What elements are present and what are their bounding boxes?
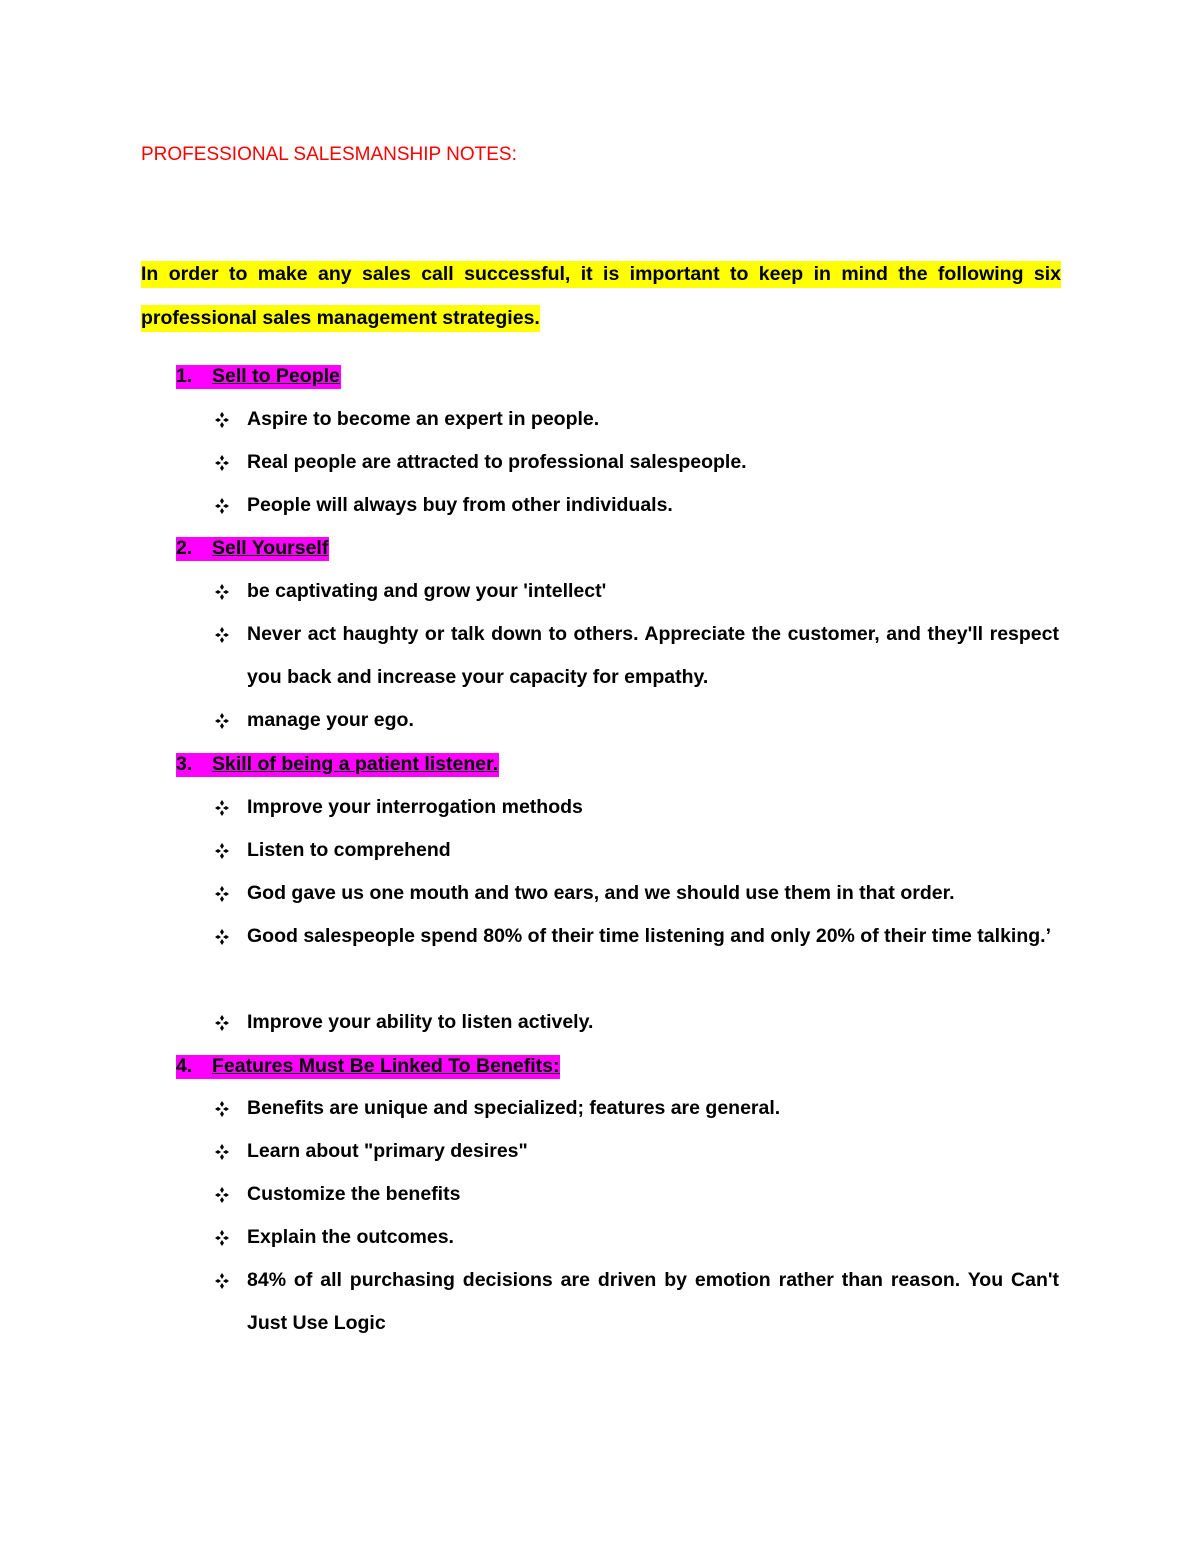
four-diamond-bullet-icon	[212, 570, 232, 613]
intro-paragraph	[141, 253, 1061, 340]
section-heading-text: Features Must Be Linked To Benefits:	[212, 1055, 560, 1077]
list-item-text: 84% of all purchasing decisions are driven by emotion rather than reason. You Can't Just Use Logic	[247, 1269, 1059, 1334]
list-item-text: Customize the benefits	[247, 1183, 461, 1205]
four-diamond-bullet-icon	[212, 1173, 232, 1216]
section-number: 1.	[176, 365, 193, 387]
four-diamond-bullet-icon	[212, 1216, 232, 1259]
four-diamond-bullet-icon	[212, 1001, 232, 1044]
section-heading-1	[176, 363, 341, 389]
list-item-text: People will always buy from other individuals.	[247, 494, 673, 516]
four-diamond-bullet-icon	[212, 441, 232, 484]
four-diamond-bullet-icon	[212, 829, 232, 872]
list-item-text: Listen to comprehend	[247, 839, 451, 861]
section-number: 2.	[176, 537, 193, 559]
section-number: 4.	[176, 1055, 193, 1077]
intro-text: In order to make any sales call successful, it is important to keep in mind the following six professional sales management strategies.	[141, 261, 1061, 332]
four-diamond-bullet-icon	[212, 1259, 232, 1302]
four-diamond-bullet-icon	[212, 872, 232, 915]
list-item-text: Improve your ability to listen actively.	[247, 1011, 594, 1033]
document-title: PROFESSIONAL SALESMANSHIP NOTES:	[141, 144, 517, 165]
list-item-text: Aspire to become an expert in people.	[247, 408, 600, 430]
section-heading-3	[176, 751, 499, 777]
list-item-text: Learn about "primary desires"	[247, 1140, 528, 1162]
four-diamond-bullet-icon	[212, 786, 232, 829]
list-item-text: Explain the outcomes.	[247, 1226, 454, 1248]
four-diamond-bullet-icon	[212, 915, 232, 958]
section-number: 3.	[176, 753, 193, 775]
four-diamond-bullet-icon	[212, 699, 232, 742]
section-heading-2	[176, 535, 329, 561]
section-heading-text: Sell to People	[212, 365, 340, 387]
list-item-text: Benefits are unique and specialized; features are general.	[247, 1097, 781, 1119]
section-heading-text: Sell Yourself	[212, 537, 329, 559]
four-diamond-bullet-icon	[212, 398, 232, 441]
list-item-text: Improve your interrogation methods	[247, 796, 583, 818]
list-item-text: Never act haughty or talk down to others. Appreciate the customer, and they'll respect you back and increase your capacity for empathy.	[247, 623, 1059, 688]
list-item-text: Real people are attracted to professional salespeople.	[247, 451, 747, 473]
four-diamond-bullet-icon	[212, 1130, 232, 1173]
list-item-text: Good salespeople spend 80% of their time listening and only 20% of their time talking.’	[247, 925, 1051, 947]
four-diamond-bullet-icon	[212, 484, 232, 527]
four-diamond-bullet-icon	[212, 1087, 232, 1130]
four-diamond-bullet-icon	[212, 613, 232, 656]
list-item-text: be captivating and grow your 'intellect'	[247, 580, 607, 602]
section-heading-4	[176, 1053, 560, 1079]
list-item-text: manage your ego.	[247, 709, 414, 731]
section-heading-text: Skill of being a patient listener.	[212, 753, 499, 775]
list-item-text: God gave us one mouth and two ears, and we should use them in that order.	[247, 882, 955, 904]
